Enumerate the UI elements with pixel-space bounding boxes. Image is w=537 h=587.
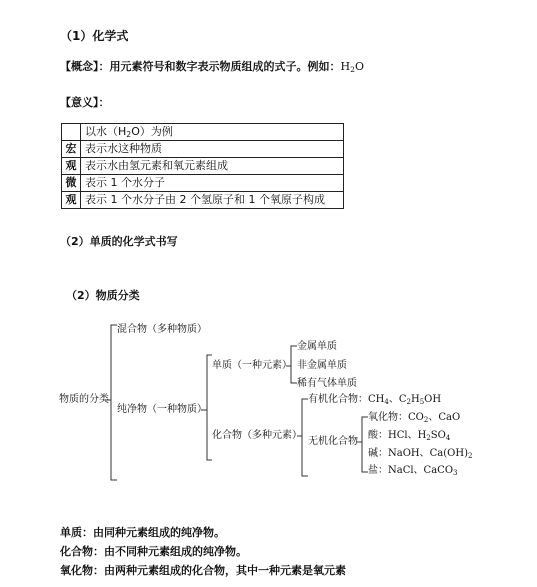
inorganic-label: 无机化合物: [308, 436, 358, 447]
concept-example-formula: $H_2O$: [340, 60, 365, 74]
pure-label: 纯净物（一种物质）: [117, 404, 207, 415]
base-line: [368, 449, 472, 459]
classification-heading: （2）物质分类: [66, 289, 140, 302]
acid-examples: HCl、$H_2SO_4$: [388, 430, 451, 442]
definition-compound: 化合物：由不同种元素组成的纯净物。: [60, 545, 247, 558]
base-label: 碱：: [368, 448, 388, 459]
meaning-colon: ：: [98, 96, 110, 109]
side-char: 观: [62, 158, 81, 175]
table-cell: 表示 1 个水分子: [81, 175, 344, 192]
concept-text: ：用元素符号和数字表示物质组成的式子。例如：: [98, 60, 341, 73]
concept-label: 【概念】: [60, 60, 99, 73]
root-bracket: [111, 325, 117, 480]
organic-examples: $CH_4$、$C_2H_5OH$: [368, 394, 442, 406]
side-char: 微: [62, 175, 81, 192]
oxide-line: [368, 413, 460, 423]
table-header-cell: 以水$(H_2O)$为例: [81, 124, 344, 141]
metal-label: 金属单质: [297, 341, 337, 352]
definition-oxide: 氧化物：由两种元素组成的化合物，其中一种元素是氧元素: [60, 564, 346, 577]
formula-heading: （1）化学式: [60, 29, 129, 43]
inorganic-bracket: [362, 417, 368, 472]
salt-label: 盐：: [368, 465, 388, 476]
nonmetal-label: 非金属单质: [297, 360, 347, 371]
organic-line: [308, 395, 441, 405]
organic-label: 有机化合物：: [308, 394, 368, 405]
writing-heading: （2）单质的化学式书写: [60, 235, 178, 248]
noble-gas-label: 稀有气体单质: [297, 378, 357, 389]
base-examples: NaOH、$Ca(OH)_2$: [388, 448, 473, 460]
mixture-label: 混合物（多种物质）: [117, 324, 207, 335]
oxide-label: 氧化物：: [368, 412, 408, 423]
side-char: 宏: [62, 141, 81, 158]
salt-line: [368, 466, 458, 476]
acid-line: [368, 431, 450, 441]
side-char: 观: [62, 192, 81, 209]
salt-examples: NaCl、CaCO$_3$: [388, 465, 458, 477]
acid-label: 酸：: [368, 430, 388, 441]
definition-element: 单质：由同种元素组成的纯净物。: [60, 526, 225, 539]
compound-label: 化合物（多种元素）: [212, 430, 302, 441]
table-cell: 表示水由氢元素和氧元素组成: [81, 158, 344, 175]
oxide-examples: $CO_2$、CaO: [408, 412, 461, 424]
meaning-label: 【意义】: [60, 96, 99, 109]
table-cell: 表示 1 个水分子由 2 个氢原子和 1 个氧原子构成: [81, 192, 344, 209]
table-cell: 表示水这种物质: [81, 141, 344, 158]
element-substance-label: 单质（一种元素）: [212, 360, 292, 371]
root-label: 物质的分类: [59, 394, 109, 405]
